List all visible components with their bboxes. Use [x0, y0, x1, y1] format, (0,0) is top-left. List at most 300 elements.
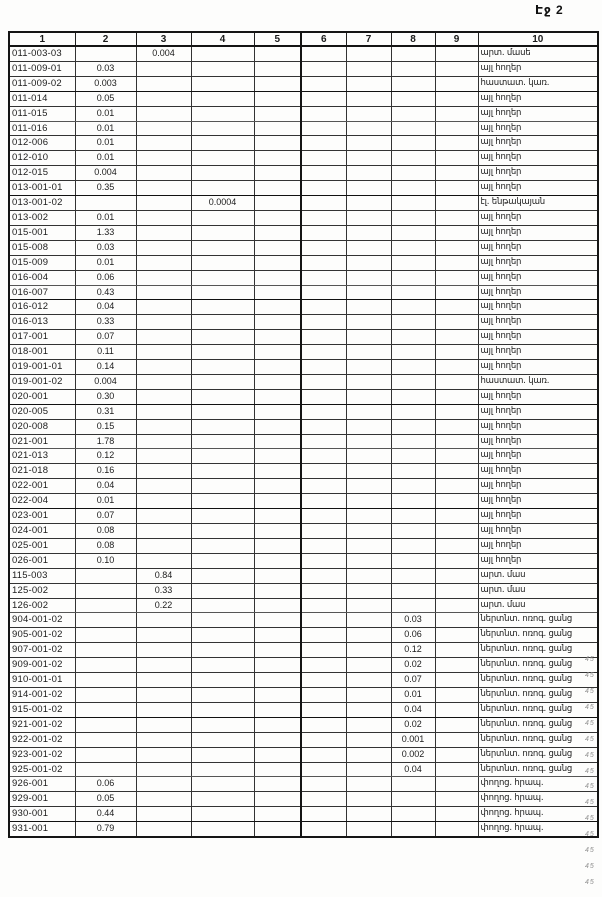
value-cell: [136, 777, 191, 792]
value-cell: [301, 315, 346, 330]
table-row: [9, 434, 598, 449]
value-cell: [136, 717, 191, 732]
value-cell: [136, 76, 191, 91]
handwritten-margin-mark: 45: [585, 656, 595, 664]
value-cell: [391, 360, 435, 375]
table-row: [9, 121, 598, 136]
value-cell: [391, 315, 435, 330]
category-cell: այլ հողեր: [478, 360, 598, 375]
value-cell: [301, 300, 346, 315]
code-cell: 921-001-02: [9, 717, 75, 732]
category-cell: ներտնտ. ոռոգ. ցանց: [478, 628, 598, 643]
value-cell: [435, 747, 478, 762]
value-cell: [75, 762, 136, 777]
value-cell: [391, 538, 435, 553]
value-cell: [254, 777, 301, 792]
value-cell: [435, 449, 478, 464]
value-cell: [191, 524, 254, 539]
value-cell: [191, 136, 254, 151]
value-cell: [301, 389, 346, 404]
value-cell: [191, 822, 254, 837]
value-cell: [301, 46, 346, 61]
category-cell: այլ հողեր: [478, 91, 598, 106]
value-cell: [301, 225, 346, 240]
value-cell: [254, 494, 301, 509]
handwritten-margin-mark: 45: [585, 862, 595, 870]
value-cell: [346, 658, 391, 673]
value-cell: [346, 434, 391, 449]
value-cell: [136, 345, 191, 360]
value-cell: [254, 419, 301, 434]
value-cell: [191, 225, 254, 240]
code-cell: 021-001: [9, 434, 75, 449]
code-cell: 019-001-01: [9, 360, 75, 375]
value-cell: [435, 315, 478, 330]
value-cell: [301, 568, 346, 583]
category-cell: ներտնտ. ոռոգ. ցանց: [478, 762, 598, 777]
code-cell: 012-010: [9, 151, 75, 166]
value-cell: [136, 509, 191, 524]
value-cell: [136, 181, 191, 196]
value-cell: [254, 687, 301, 702]
value-cell: [254, 106, 301, 121]
value-cell: [391, 225, 435, 240]
code-cell: 015-001: [9, 225, 75, 240]
code-cell: 922-001-02: [9, 732, 75, 747]
value-cell: [301, 509, 346, 524]
code-cell: 020-001: [9, 389, 75, 404]
value-cell: [301, 762, 346, 777]
value-cell: [435, 643, 478, 658]
table-row: [9, 687, 598, 702]
value-cell: [301, 76, 346, 91]
value-cell: [191, 598, 254, 613]
code-cell: 926-001: [9, 777, 75, 792]
value-cell: [435, 807, 478, 822]
value-cell: [136, 434, 191, 449]
value-cell: [391, 330, 435, 345]
value-cell: [136, 762, 191, 777]
value-cell: [391, 91, 435, 106]
table-row: [9, 583, 598, 598]
category-cell: էլ. ենթակայան: [478, 196, 598, 211]
value-cell: [136, 315, 191, 330]
value-cell: [391, 136, 435, 151]
value-cell: [346, 464, 391, 479]
handwritten-margin-mark: 45: [585, 847, 595, 854]
value-cell: [136, 494, 191, 509]
value-cell: [391, 255, 435, 270]
value-cell: [435, 300, 478, 315]
value-cell: [346, 568, 391, 583]
value-cell: [346, 643, 391, 658]
value-cell: 0.79: [75, 822, 136, 837]
value-cell: [346, 598, 391, 613]
value-cell: [301, 822, 346, 837]
value-cell: [254, 553, 301, 568]
value-cell: [254, 196, 301, 211]
value-cell: [435, 330, 478, 345]
table-row: [9, 702, 598, 717]
value-cell: [136, 524, 191, 539]
code-cell: 930-001: [9, 807, 75, 822]
code-cell: 015-009: [9, 255, 75, 270]
table-row: [9, 658, 598, 673]
value-cell: [301, 524, 346, 539]
value-cell: [191, 449, 254, 464]
table-row: [9, 732, 598, 747]
value-cell: [254, 509, 301, 524]
table-row: [9, 315, 598, 330]
value-cell: [191, 509, 254, 524]
value-cell: [301, 628, 346, 643]
code-cell: 910-001-01: [9, 673, 75, 688]
code-cell: 013-001-01: [9, 181, 75, 196]
value-cell: [191, 374, 254, 389]
value-cell: 0.08: [75, 538, 136, 553]
value-cell: [301, 419, 346, 434]
table-row: [9, 747, 598, 762]
value-cell: [136, 613, 191, 628]
value-cell: [136, 687, 191, 702]
value-cell: 0.11: [75, 345, 136, 360]
code-cell: 011-003-03: [9, 46, 75, 61]
value-cell: [75, 46, 136, 61]
value-cell: [254, 255, 301, 270]
value-cell: [301, 181, 346, 196]
value-cell: [301, 240, 346, 255]
code-cell: 013-002: [9, 210, 75, 225]
code-cell: 925-001-02: [9, 762, 75, 777]
value-cell: [301, 404, 346, 419]
value-cell: [391, 434, 435, 449]
value-cell: [435, 673, 478, 688]
value-cell: [346, 181, 391, 196]
value-cell: 0.002: [391, 747, 435, 762]
category-cell: արտ. մաս: [478, 568, 598, 583]
value-cell: [136, 628, 191, 643]
value-cell: [136, 389, 191, 404]
value-cell: 1.33: [75, 225, 136, 240]
handwritten-margin-mark: 45: [585, 815, 595, 823]
value-cell: 0.07: [75, 509, 136, 524]
table-row: [9, 807, 598, 822]
value-cell: [136, 210, 191, 225]
value-cell: [301, 494, 346, 509]
value-cell: [191, 419, 254, 434]
category-cell: ներտնտ. ոռոգ. ցանց: [478, 687, 598, 702]
table-row: [9, 509, 598, 524]
value-cell: [75, 732, 136, 747]
column-header-7: 7: [346, 32, 391, 46]
value-cell: [136, 121, 191, 136]
category-cell: այլ հողեր: [478, 166, 598, 181]
table-row: [9, 181, 598, 196]
value-cell: [301, 777, 346, 792]
code-cell: 022-001: [9, 479, 75, 494]
value-cell: 0.004: [136, 46, 191, 61]
value-cell: [191, 255, 254, 270]
value-cell: [136, 538, 191, 553]
value-cell: [75, 717, 136, 732]
value-cell: [391, 46, 435, 61]
column-header-10: 10: [478, 32, 598, 46]
value-cell: [346, 330, 391, 345]
table-row: [9, 76, 598, 91]
value-cell: [435, 464, 478, 479]
value-cell: 0.001: [391, 732, 435, 747]
value-cell: [191, 777, 254, 792]
value-cell: 0.07: [391, 673, 435, 688]
value-cell: [391, 404, 435, 419]
value-cell: [435, 374, 478, 389]
value-cell: [391, 389, 435, 404]
category-cell: ներտնտ. ոռոգ. ցանց: [478, 643, 598, 658]
value-cell: [191, 568, 254, 583]
value-cell: [391, 419, 435, 434]
code-cell: 015-008: [9, 240, 75, 255]
category-cell: այլ հողեր: [478, 240, 598, 255]
value-cell: [435, 166, 478, 181]
value-cell: [346, 121, 391, 136]
code-cell: 011-009-02: [9, 76, 75, 91]
value-cell: [254, 747, 301, 762]
value-cell: 0.06: [75, 270, 136, 285]
code-cell: 012-006: [9, 136, 75, 151]
value-cell: [346, 136, 391, 151]
value-cell: [254, 479, 301, 494]
value-cell: [191, 732, 254, 747]
value-cell: [391, 479, 435, 494]
value-cell: [301, 121, 346, 136]
value-cell: [191, 494, 254, 509]
value-cell: [301, 464, 346, 479]
value-cell: [435, 628, 478, 643]
value-cell: [346, 583, 391, 598]
value-cell: [254, 136, 301, 151]
value-cell: [435, 717, 478, 732]
value-cell: [191, 538, 254, 553]
value-cell: [435, 792, 478, 807]
value-cell: [346, 479, 391, 494]
value-cell: [435, 598, 478, 613]
value-cell: [435, 583, 478, 598]
category-cell: այլ հողեր: [478, 434, 598, 449]
code-cell: 017-001: [9, 330, 75, 345]
table-row: [9, 777, 598, 792]
value-cell: 0.10: [75, 553, 136, 568]
category-cell: փողոց. հրապ.: [478, 777, 598, 792]
category-cell: այլ հողեր: [478, 404, 598, 419]
value-cell: [301, 285, 346, 300]
value-cell: [435, 613, 478, 628]
value-cell: [435, 345, 478, 360]
value-cell: 0.84: [136, 568, 191, 583]
value-cell: [391, 196, 435, 211]
value-cell: [435, 568, 478, 583]
value-cell: [191, 762, 254, 777]
value-cell: [301, 687, 346, 702]
value-cell: 0.07: [75, 330, 136, 345]
table-row: [9, 330, 598, 345]
code-cell: 026-001: [9, 553, 75, 568]
value-cell: [254, 673, 301, 688]
value-cell: [346, 285, 391, 300]
value-cell: [191, 151, 254, 166]
code-cell: 904-001-02: [9, 613, 75, 628]
value-cell: [191, 747, 254, 762]
table-row: [9, 374, 598, 389]
value-cell: [254, 762, 301, 777]
table-row: [9, 494, 598, 509]
category-cell: այլ հողեր: [478, 106, 598, 121]
value-cell: [191, 464, 254, 479]
value-cell: [346, 449, 391, 464]
value-cell: [191, 46, 254, 61]
handwritten-margin-mark: 45: [585, 878, 595, 886]
code-cell: 020-008: [9, 419, 75, 434]
value-cell: [136, 61, 191, 76]
category-cell: այլ հողեր: [478, 494, 598, 509]
value-cell: 0.01: [75, 121, 136, 136]
code-cell: 016-013: [9, 315, 75, 330]
value-cell: [191, 300, 254, 315]
value-cell: [346, 732, 391, 747]
value-cell: [254, 613, 301, 628]
table-row: [9, 449, 598, 464]
value-cell: [391, 76, 435, 91]
value-cell: [435, 479, 478, 494]
value-cell: [346, 46, 391, 61]
category-cell: ներտնտ. ոռոգ. ցանց: [478, 702, 598, 717]
value-cell: [191, 389, 254, 404]
value-cell: [191, 181, 254, 196]
table-row: [9, 479, 598, 494]
value-cell: [191, 360, 254, 375]
value-cell: [301, 613, 346, 628]
value-cell: 0.33: [136, 583, 191, 598]
value-cell: [136, 106, 191, 121]
table-row: [9, 792, 598, 807]
value-cell: [254, 374, 301, 389]
value-cell: 1.78: [75, 434, 136, 449]
value-cell: 0.15: [75, 419, 136, 434]
value-cell: [136, 270, 191, 285]
table-row: [9, 598, 598, 613]
code-cell: 907-001-02: [9, 643, 75, 658]
handwritten-margin-mark: 45: [585, 735, 595, 743]
category-cell: այլ հողեր: [478, 553, 598, 568]
value-cell: [191, 792, 254, 807]
value-cell: [435, 389, 478, 404]
value-cell: [136, 807, 191, 822]
value-cell: [301, 196, 346, 211]
category-cell: արտ. մասե: [478, 46, 598, 61]
column-header-8: 8: [391, 32, 435, 46]
value-cell: [346, 315, 391, 330]
value-cell: [136, 255, 191, 270]
column-header-1: 1: [9, 32, 75, 46]
category-cell: այլ հողեր: [478, 315, 598, 330]
code-cell: 915-001-02: [9, 702, 75, 717]
table-row: [9, 255, 598, 270]
table-row: [9, 389, 598, 404]
value-cell: 0.05: [75, 792, 136, 807]
value-cell: [301, 345, 346, 360]
value-cell: [346, 240, 391, 255]
value-cell: [254, 210, 301, 225]
value-cell: [435, 270, 478, 285]
value-cell: [391, 822, 435, 837]
value-cell: [136, 285, 191, 300]
value-cell: 0.01: [75, 136, 136, 151]
code-cell: 011-016: [9, 121, 75, 136]
category-cell: արտ. մաս: [478, 583, 598, 598]
value-cell: [191, 121, 254, 136]
value-cell: [301, 673, 346, 688]
value-cell: [301, 330, 346, 345]
table-row: [9, 419, 598, 434]
value-cell: [435, 762, 478, 777]
table-row: [9, 196, 598, 211]
value-cell: [391, 181, 435, 196]
table-row: [9, 717, 598, 732]
value-cell: [254, 181, 301, 196]
handwritten-margin-mark: 45: [585, 672, 595, 680]
column-header-6: 6: [301, 32, 346, 46]
value-cell: 0.04: [391, 702, 435, 717]
value-cell: [254, 658, 301, 673]
table-row: [9, 285, 598, 300]
category-cell: ներտնտ. ոռոգ. ցանց: [478, 732, 598, 747]
value-cell: [301, 702, 346, 717]
value-cell: [75, 568, 136, 583]
value-cell: [254, 538, 301, 553]
value-cell: [254, 300, 301, 315]
value-cell: [254, 315, 301, 330]
table-row: [9, 404, 598, 419]
value-cell: [254, 225, 301, 240]
value-cell: [136, 404, 191, 419]
value-cell: [435, 196, 478, 211]
value-cell: [435, 419, 478, 434]
value-cell: [75, 658, 136, 673]
value-cell: [301, 717, 346, 732]
value-cell: [391, 553, 435, 568]
value-cell: [346, 76, 391, 91]
value-cell: [136, 151, 191, 166]
value-cell: [346, 792, 391, 807]
value-cell: [191, 210, 254, 225]
value-cell: [346, 345, 391, 360]
value-cell: 0.12: [391, 643, 435, 658]
column-header-5: 5: [254, 32, 301, 46]
value-cell: [75, 196, 136, 211]
column-header-2: 2: [75, 32, 136, 46]
category-cell: փողոց. հրապ.: [478, 807, 598, 822]
value-cell: [136, 449, 191, 464]
value-cell: [191, 61, 254, 76]
value-cell: [301, 374, 346, 389]
value-cell: [301, 747, 346, 762]
records-table: [8, 31, 599, 838]
value-cell: [254, 360, 301, 375]
value-cell: [301, 91, 346, 106]
value-cell: [191, 166, 254, 181]
value-cell: [136, 196, 191, 211]
value-cell: [254, 166, 301, 181]
category-cell: այլ հողեր: [478, 225, 598, 240]
